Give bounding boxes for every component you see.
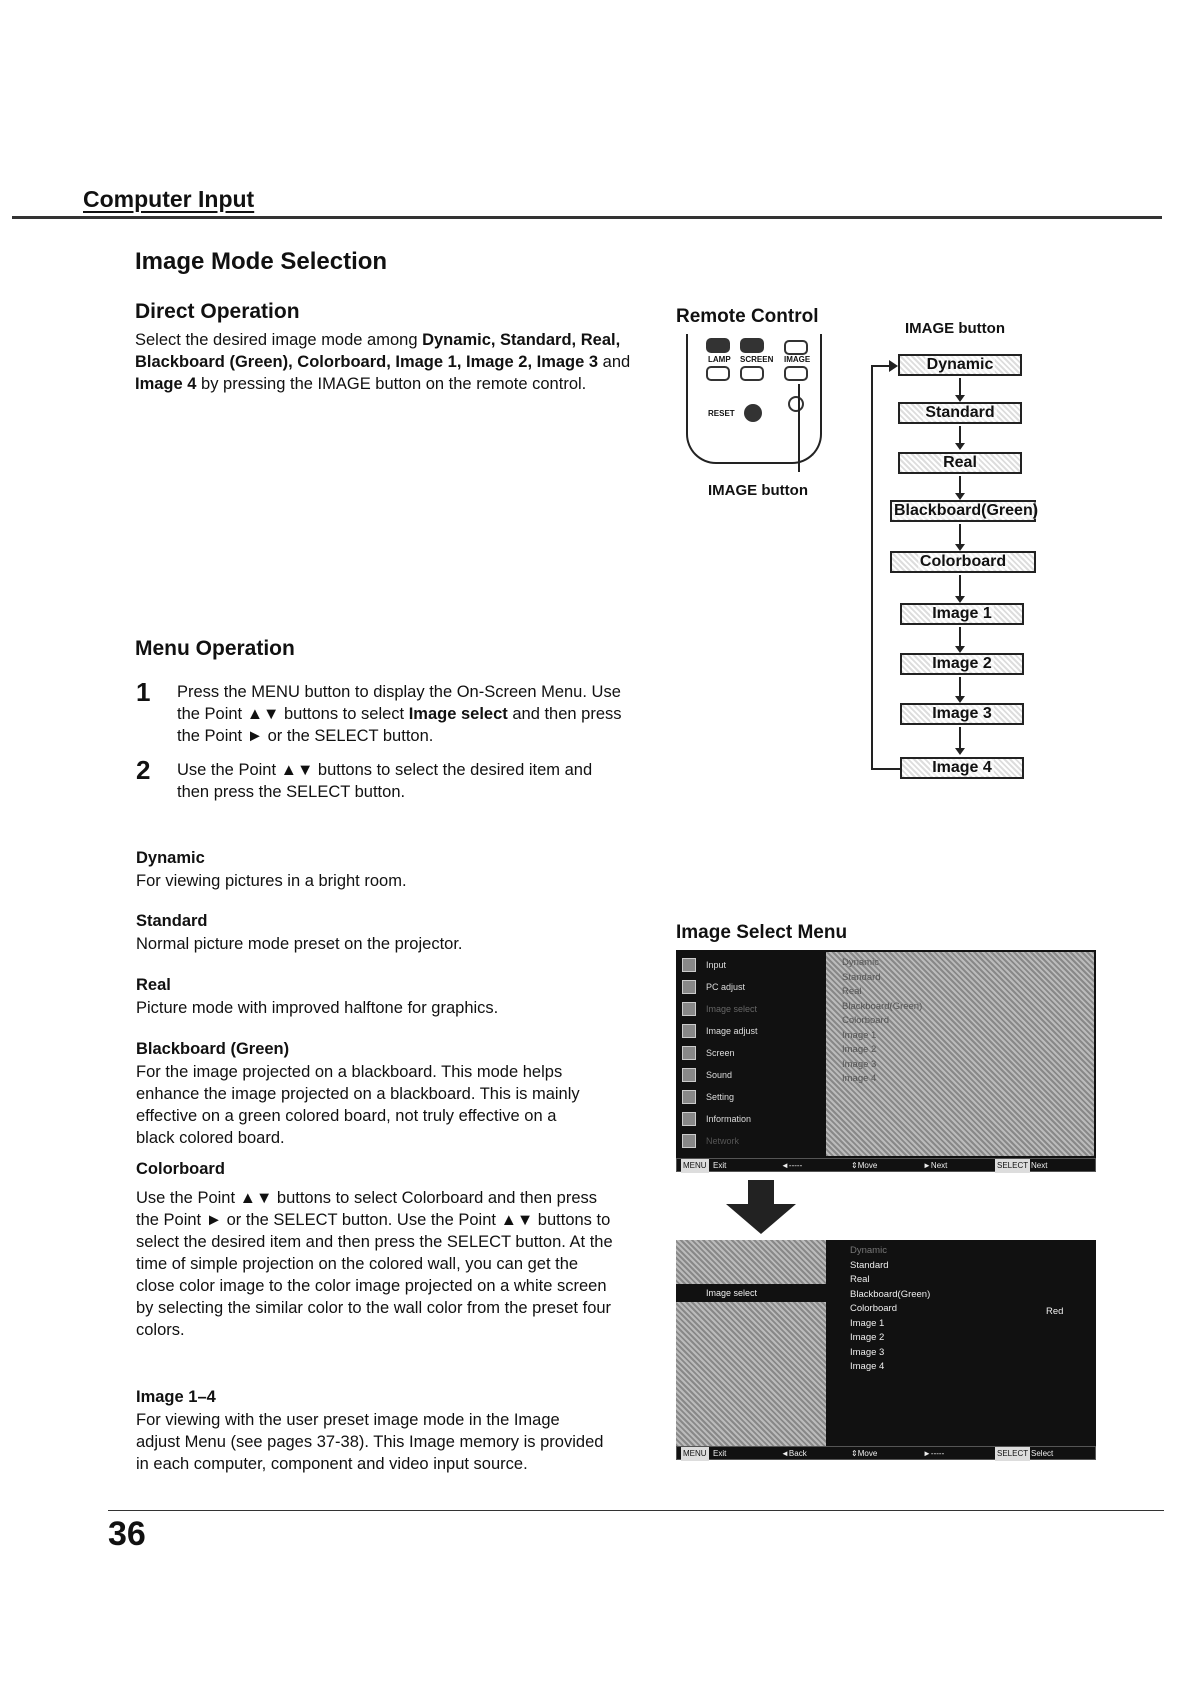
pc-adjust-icon: [682, 980, 696, 994]
chain-item-colorboard: Colorboard: [890, 551, 1036, 573]
mode-desc: Picture mode with improved halftone for graphics.: [136, 999, 499, 1017]
remote-control-illustration: [686, 334, 822, 464]
mode-desc: For viewing with the user preset image mode in the Image adjust Menu (see pages 37-38). This Image memory is provided in each computer, component and video input source.: [136, 1411, 604, 1473]
lamp-key-icon: [706, 366, 730, 381]
image-key-label: IMAGE: [784, 355, 811, 364]
mode-standard: [136, 912, 616, 955]
mode-title: Image 1–4: [136, 1388, 216, 1406]
menu-key-icon: MENU: [681, 1447, 709, 1461]
step-2-text: Use the Point ▲▼ buttons to select the desired item and then press the SELECT button.: [177, 761, 593, 801]
menu-item-screen: Screen: [676, 1042, 826, 1064]
chain-arrow-icon: [959, 524, 961, 549]
top-list-item: Image 3: [842, 1058, 877, 1070]
top-list-item: Colorboard: [842, 1015, 889, 1026]
bottom-menu-list-panel: [826, 1240, 1096, 1446]
chain-arrow-icon: [959, 627, 961, 651]
screen-key-label: SCREEN: [740, 355, 774, 364]
down-arrow-stem: [748, 1180, 774, 1204]
input-icon: [682, 958, 696, 972]
chain-arrow-icon: [959, 727, 961, 753]
top-menu-list-panel: [826, 952, 1094, 1156]
direct-operation-heading: Direct Operation: [135, 300, 300, 323]
top-list-item: Image 2: [842, 1044, 877, 1055]
image-select-icon: [682, 1002, 696, 1016]
top-list-item: Image 1: [842, 1029, 877, 1041]
top-menu-screen: [676, 950, 1096, 1158]
mode-colorboard: [136, 1160, 616, 1341]
menu-operation-heading: Menu Operation: [135, 637, 295, 660]
menu-item-input: Input: [676, 954, 826, 976]
lamp-key-label: LAMP: [708, 355, 731, 364]
bottom-list-item: Dynamic: [850, 1245, 887, 1256]
chain-image-button-label: IMAGE button: [905, 320, 1005, 337]
mode-desc: Normal picture mode preset on the projector.: [136, 935, 463, 953]
step-1-number: 1: [136, 677, 151, 707]
mode-blackboard: [136, 1040, 596, 1149]
direct-modes-bold: Dynamic, Standard, Real, Blackboard (Green), Colorboard, Image 1, Image 2, Image 3: [135, 331, 621, 371]
chain-arrow-icon: [959, 476, 961, 498]
menu-item-image-adjust: Image adjust: [676, 1020, 826, 1042]
chain-arrow-icon: [959, 378, 961, 400]
footer-rule: [108, 1510, 1164, 1511]
chain-loop-line: [871, 365, 873, 770]
bottom-list-item: Blackboard(Green): [850, 1288, 931, 1300]
menu-item-setting: Setting: [676, 1086, 826, 1108]
menu-item-information: Information: [676, 1108, 826, 1130]
chain-arrow-icon: [959, 426, 961, 448]
image-key-icon: [784, 366, 808, 381]
down-arrow-icon: [726, 1204, 796, 1234]
menu-item-pc-adjust: PC adjust: [676, 976, 826, 998]
mode-desc: Use the Point ▲▼ buttons to select Colorboard and then press the Point ► or the SELECT button. Use the Point ▲▼ buttons to select the desired item and then press the SELECT button. At the time of simple projection on the colored wall, you can get the close color image to the color image projected on a white screen by selecting the similar color to the wall color from the preset four colors.: [136, 1189, 613, 1339]
bottom-list-item: Standard: [850, 1259, 889, 1271]
chain-arrow-icon: [959, 575, 961, 601]
chain-item-image4: Image 4: [900, 757, 1024, 779]
chain-item-dynamic: Dynamic: [898, 354, 1022, 376]
top-list-item: Dynamic: [842, 957, 879, 968]
select-key-icon: SELECT: [995, 1159, 1030, 1173]
mode-title: Colorboard: [136, 1160, 225, 1178]
page-title: Image Mode Selection: [135, 248, 388, 275]
remote-image-button-label: IMAGE button: [708, 482, 808, 499]
bottom-list-item: Image 4: [850, 1361, 885, 1372]
network-icon: [682, 1134, 696, 1148]
mode-image-1-4: [136, 1388, 606, 1475]
chain-item-image3: Image 3: [900, 703, 1024, 725]
dzoom-key-icon: [740, 338, 764, 353]
bottom-menu-screen: [676, 1240, 1096, 1446]
screen-icon: [682, 1046, 696, 1060]
page-key-icon: [706, 338, 730, 353]
bottom-list-item: Real: [850, 1274, 870, 1285]
chain-item-standard: Standard: [898, 402, 1022, 424]
direct-operation-text: [135, 329, 635, 395]
information-icon: [682, 1112, 696, 1126]
top-list-item: Real: [842, 986, 862, 997]
screen-key-icon: [740, 366, 764, 381]
menu-item-image-select: Image select: [676, 998, 826, 1020]
bottom-list-item: Image 1: [850, 1317, 885, 1329]
mode-real: [136, 976, 616, 1019]
bottom-menu-selected-image-select: Image select: [676, 1284, 832, 1302]
page-number: 36: [108, 1515, 146, 1553]
mode-dynamic: [136, 849, 616, 892]
direct-text-2: and: [598, 353, 631, 371]
chain-arrow-icon: [959, 677, 961, 701]
menu-item-sound: Sound: [676, 1064, 826, 1086]
bottom-menu-status-bar: MENU Exit ◄Back ⇕Move ►----- SELECT Select: [676, 1446, 1096, 1460]
remote-control-heading: Remote Control: [676, 306, 819, 327]
menu-key-icon: MENU: [681, 1159, 709, 1173]
top-list-item: Image 4: [842, 1073, 877, 1084]
chain-loop-arrow-icon: [889, 360, 898, 372]
mute-key-icon: [784, 340, 808, 355]
mode-title: Blackboard (Green): [136, 1040, 290, 1058]
chain-item-blackboard: Blackboard(Green): [890, 500, 1036, 522]
mode-desc: For the image projected on a blackboard. This mode helps enhance the image projected on a blackboard. This is mainly effective on a green colored board, not truly effective on a black colored board.: [136, 1063, 580, 1147]
image-button-pointer-line: [798, 384, 800, 472]
bottom-menu-sidebar: [676, 1240, 826, 1446]
mode-desc: For viewing pictures in a bright room.: [136, 872, 407, 890]
chain-item-image1: Image 1: [900, 603, 1024, 625]
menu-item-network: Network: [676, 1130, 826, 1152]
chain-item-image2: Image 2: [900, 653, 1024, 675]
chain-item-real: Real: [898, 452, 1022, 474]
bottom-list-item: Image 3: [850, 1346, 885, 1358]
top-list-item: Blackboard(Green): [842, 1000, 923, 1012]
step-2-number: 2: [136, 755, 151, 785]
reset-key-icon: [744, 404, 762, 422]
reset-key-label: RESET: [708, 409, 735, 418]
section-header: Computer Input: [83, 186, 255, 212]
top-menu-status-bar: MENU Exit ◄----- ⇕Move ►Next SELECT Next: [676, 1158, 1096, 1172]
direct-image4-bold: Image 4: [135, 375, 197, 393]
image-select-bold: Image select: [408, 705, 508, 723]
image-adjust-icon: [682, 1024, 696, 1038]
select-key-icon: SELECT: [995, 1447, 1030, 1461]
all-off-key-icon: [788, 396, 804, 412]
mode-title: Real: [136, 976, 171, 994]
top-list-item: Standard: [842, 971, 881, 983]
step-1-text: Press the MENU button to display the On-Screen Menu. Use the Point ▲▼ buttons to select Image select and then press the Point ► or the SELECT button.: [177, 683, 622, 745]
bottom-list-item: Colorboard: [850, 1303, 897, 1314]
colorboard-value: Red: [1046, 1306, 1064, 1317]
header-rule: [12, 216, 1162, 219]
image-select-menu-heading: Image Select Menu: [676, 922, 848, 943]
bottom-list-item: Image 2: [850, 1332, 885, 1343]
direct-text-1: Select the desired image mode among: [135, 331, 423, 349]
sound-icon: [682, 1068, 696, 1082]
mode-title: Dynamic: [136, 849, 205, 867]
setting-icon: [682, 1090, 696, 1104]
direct-text-3: by pressing the IMAGE button on the remote control.: [196, 375, 587, 393]
mode-title: Standard: [136, 912, 208, 930]
